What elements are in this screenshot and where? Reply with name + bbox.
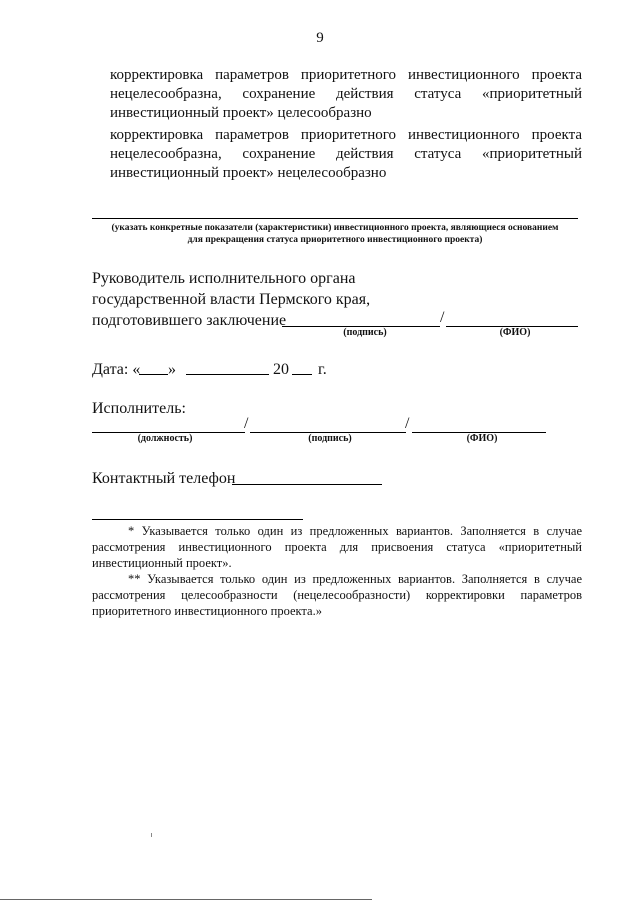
executor-caption-signature: (подпись) [308,433,352,444]
date-year-prefix: 20 [273,361,289,378]
footnote-1 [92,523,582,571]
basis-input-line[interactable] [92,218,578,219]
footnote-separator [92,519,303,520]
footnote-2-line-2: рассмотрения целесообразности (нецелесообразности) корректировки параметров [92,588,582,602]
head-caption-fio: (ФИО) [499,327,531,338]
option-1-line-1: корректировка параметров приоритетного инвестиционного проекта [110,67,582,83]
executor-caption-fio: (ФИО) [466,433,498,444]
footnote-1-line-2: рассмотрения инвестиционного проекта для присвоения статуса «приоритетный [92,540,582,554]
footnote-2-line-3: приоритетного инвестиционного проекта.» [92,604,322,618]
executor-label: Исполнитель: [92,400,186,417]
option-2-line-3: инвестиционный проект» нецелесообразно [110,165,387,181]
date-year-line[interactable] [292,374,312,375]
basis-note-line-1: (указать конкретные показатели (характеристики) инвестиционного проекта, являющиеся основанием [111,223,559,233]
phone-label: Контактный телефон [92,470,236,487]
option-2-line-2: нецелесообразна, сохранение действия статуса «приоритетный [110,146,582,162]
option-1-line-3: инвестиционный проект» целесообразно [110,105,372,121]
separator-slash: / [405,415,410,432]
page-bottom-edge [0,899,372,900]
head-line-3: подготовившего заключение [92,312,287,329]
date-month-line[interactable] [186,374,269,375]
page-number: 9 [316,30,324,46]
date-day-line[interactable] [139,374,168,375]
option-2-line-1: корректировка параметров приоритетного инвестиционного проекта [110,127,582,143]
footnote-2 [92,571,582,619]
footnote-2-line-1: ** Указывается только один из предложенных вариантов. Заполняется в случае [128,572,582,586]
footnote-1-line-1: * Указывается только один из предложенных вариантов. Заполняется в случае [128,524,582,538]
separator-slash: / [244,415,249,432]
executor-caption-position: (должность) [137,433,193,444]
phone-input-line[interactable] [232,484,382,485]
basis-note-line-2: для прекращения статуса приоритетного инвестиционного проекта) [187,235,483,245]
option-paragraph-2 [110,126,582,183]
separator-slash: / [440,309,445,326]
date-label: Дата: « [92,361,141,378]
option-1-line-2: нецелесообразна, сохранение действия статуса «приоритетный [110,86,582,102]
scan-speck [151,833,152,837]
head-line-1: Руководитель исполнительного органа [92,270,356,287]
footnote-1-line-3: инвестиционный проект». [92,556,232,570]
head-line-2: государственной власти Пермского края, [92,291,371,308]
head-caption-signature: (подпись) [343,327,387,338]
date-year-suffix: г. [318,361,327,378]
option-paragraph-1 [110,66,582,123]
date-quote-close: » [168,361,176,378]
